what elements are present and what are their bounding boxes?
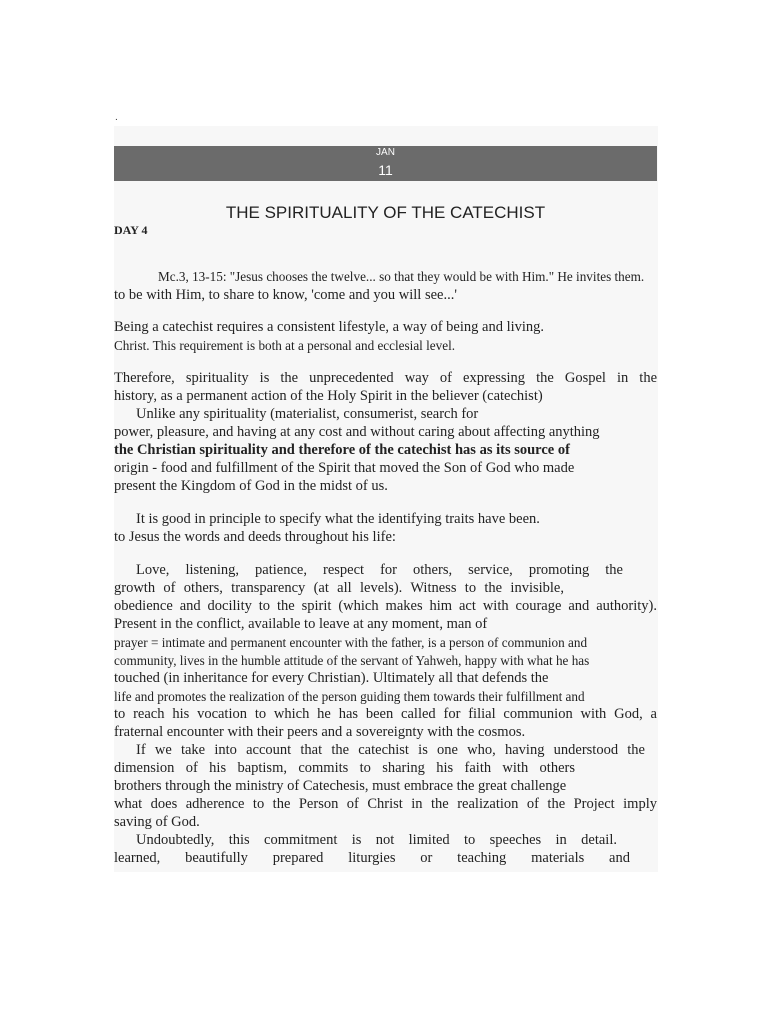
body-line: Present in the conflict, available to leave at any moment, man of	[114, 616, 488, 632]
body-line: to reach his vocation to which he has been called for filial communion with God, a	[114, 706, 657, 722]
body-line: origin - food and fulfillment of the Spirit that moved the Son of God who made	[114, 460, 575, 476]
body-line: saving of God.	[114, 814, 200, 830]
body-line: community, lives in the humble attitude of the servant of Yahweh, happy with what he has	[114, 653, 590, 668]
date-month: JAN	[376, 147, 395, 158]
body-line: to be with Him, to share to know, 'come and you will see...'	[114, 287, 457, 303]
body-line: Undoubtedly, this commitment is not limited to speeches in detail.	[136, 832, 617, 848]
post-title: THE SPIRITUALITY OF THE CATECHIST	[225, 203, 546, 222]
body-line: growth of others, transparency (at all levels). Witness to the invisible,	[114, 580, 564, 596]
body-line: Mc.3, 13-15: "Jesus chooses the twelve... so that they would be with Him." He invites them.	[158, 269, 645, 284]
body-line: obedience and docility to the spirit (which makes him act with courage and authority).	[114, 598, 657, 614]
date-badge	[114, 146, 657, 181]
body-line: what does adherence to the Person of Christ in the realization of the Project imply	[114, 796, 657, 812]
body-line: Love, listening, patience, respect for others, service, promoting the	[136, 562, 623, 578]
body-line: Therefore, spirituality is the unprecedented way of expressing the Gospel in the	[114, 370, 657, 386]
body-line: Christ. This requirement is both at a personal and ecclesial level.	[114, 338, 456, 353]
date-day: 11	[378, 162, 393, 178]
body-line: history, as a permanent action of the Holy Spirit in the believer (catechist)	[114, 388, 543, 404]
body-line: It is good in principle to specify what the identifying traits have been.	[136, 511, 540, 527]
body-line: dimension of his baptism, commits to sharing his faith with others	[114, 760, 575, 776]
body-line: brothers through the ministry of Catechesis, must embrace the great challenge	[114, 778, 567, 794]
body-line: prayer = intimate and permanent encounter with the father, is a person of communion and	[114, 635, 588, 650]
body-line: fraternal encounter with their peers and a sovereignty with the cosmos.	[114, 724, 526, 740]
body-line: power, pleasure, and having at any cost and without caring about affecting anything	[114, 424, 600, 440]
page-marker: .	[115, 112, 118, 123]
body-line: Unlike any spirituality (materialist, consumerist, search for	[136, 406, 479, 422]
body-line: life and promotes the realization of the person guiding them towards their fulfillment and	[114, 689, 585, 704]
body-line: Being a catechist requires a consistent lifestyle, a way of being and living.	[114, 319, 545, 335]
body-line: to Jesus the words and deeds throughout his life:	[114, 529, 396, 545]
post-subtitle: DAY 4	[114, 223, 148, 237]
post-panel	[114, 126, 658, 872]
body-line: If we take into account that the catechist is one who, having understood the	[136, 742, 645, 758]
body-line: touched (in inheritance for every Christian). Ultimately all that defends the	[114, 670, 549, 686]
body-line: learned, beautifully prepared liturgies or teaching materials and	[114, 850, 630, 866]
body-line: present the Kingdom of God in the midst of us.	[114, 478, 388, 494]
body-line: the Christian spirituality and therefore of the catechist has as its source of	[114, 442, 570, 458]
